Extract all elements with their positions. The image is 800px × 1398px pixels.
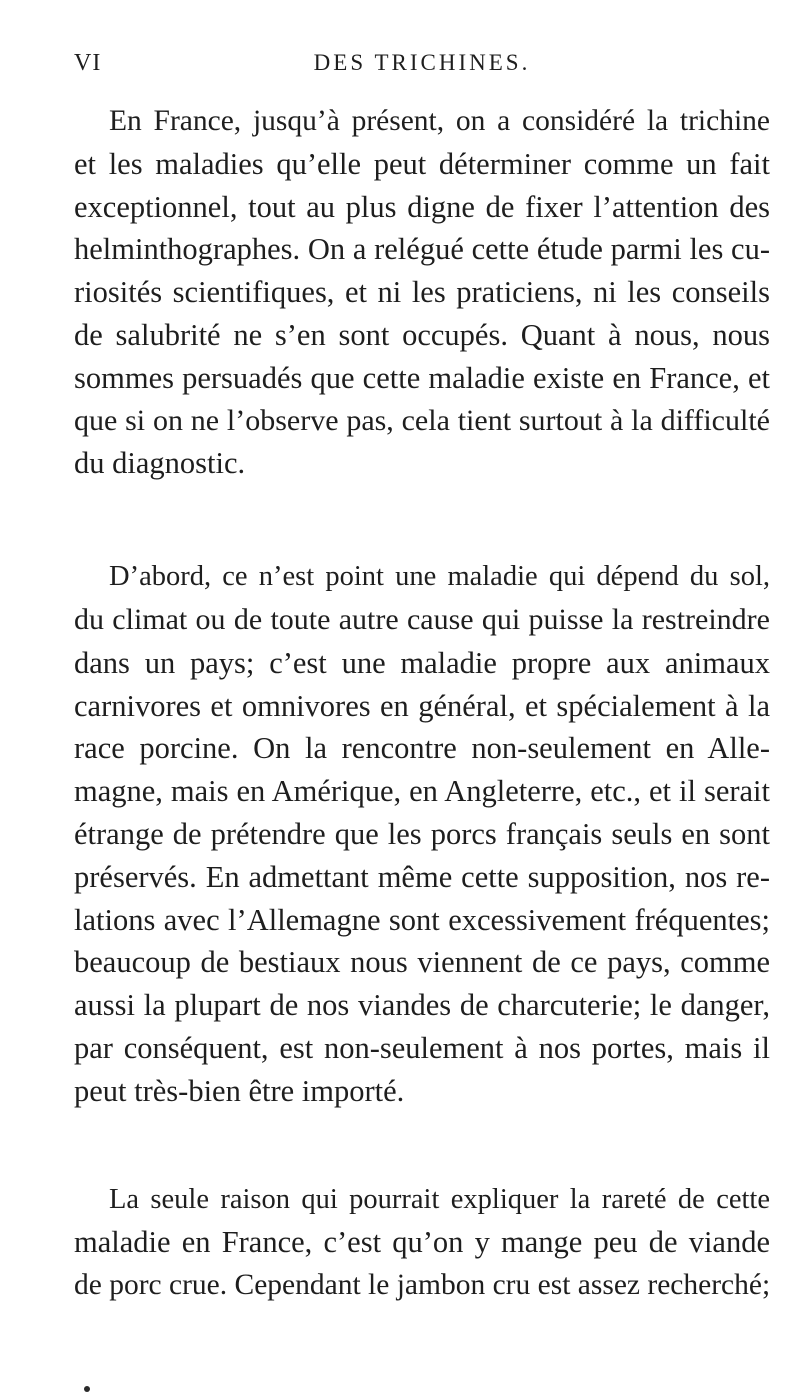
- page-header: [74, 50, 770, 90]
- text-line: du diagnostic.: [74, 446, 246, 481]
- text-line: aussi la plupart de nos viandes de charcuterie; le danger,: [74, 988, 770, 1023]
- text-line: maladie en France, c’est qu’on y mange peu de viande: [74, 1225, 770, 1260]
- text-line: et les maladies qu’elle peut déterminer comme un fait: [74, 146, 770, 181]
- text-line: sommes persuadés que cette maladie existe en France, et: [74, 360, 770, 395]
- text-line: exceptionnel, tout au plus digne de fixer l’attention des: [74, 189, 770, 224]
- text-line: magne, mais en Amérique, en Angleterre, etc., et il serait: [74, 774, 770, 809]
- paragraph-3: [74, 1179, 770, 1307]
- body-text: [74, 100, 770, 1307]
- text-line: race porcine. On la rencontre non-seulement en Alle-: [74, 731, 770, 766]
- ink-speck: [84, 1386, 90, 1392]
- text-line: du climat ou de toute autre cause qui puisse la restreindre: [74, 602, 770, 636]
- text-line: étrange de prétendre que les porcs français seuls en sont: [74, 816, 770, 851]
- text-line: beaucoup de bestiaux nous viennent de ce pays, comme: [74, 945, 770, 980]
- paragraph-1: [74, 100, 770, 485]
- text-line: de salubrité ne s’en sont occupés. Quant à nous, nous: [74, 317, 770, 352]
- paragraph-spacer: [74, 485, 770, 556]
- text-line: de porc crue. Cependant le jambon cru est assez recherché;: [74, 1269, 771, 1302]
- text-line: peut très-bien être importé.: [74, 1073, 405, 1108]
- text-line: D’abord, ce n’est point une maladie qui dépend du sol,: [109, 561, 770, 593]
- text-line: préservés. En admettant même cette supposition, nos re-: [74, 859, 770, 894]
- running-head: DES TRICHINES.: [313, 50, 531, 75]
- text-line: carnivores et omnivores en général, et spécialement à la: [74, 688, 770, 723]
- text-line: que si on ne l’observe pas, cela tient surtout à la difficulté: [74, 403, 770, 437]
- text-line: lations avec l’Allemagne sont excessivement fréquentes;: [74, 902, 770, 937]
- text-line: par conséquent, est non-seulement à nos portes, mais il: [74, 1030, 770, 1065]
- page-number: VI: [74, 50, 102, 76]
- text-line: La seule raison qui pourrait expliquer la rareté de cette: [109, 1183, 770, 1215]
- text-line: dans un pays; c’est une maladie propre aux animaux: [74, 645, 770, 680]
- text-line: riosités scientifiques, et ni les praticiens, ni les conseils: [74, 275, 770, 310]
- paragraph-2: [74, 556, 770, 1112]
- paragraph-spacer: [74, 1113, 770, 1179]
- text-line: helminthographes. On a relégué cette étude parmi les cu-: [74, 232, 770, 267]
- text-line: En France, jusqu’à présent, on a considéré la trichine: [109, 105, 770, 137]
